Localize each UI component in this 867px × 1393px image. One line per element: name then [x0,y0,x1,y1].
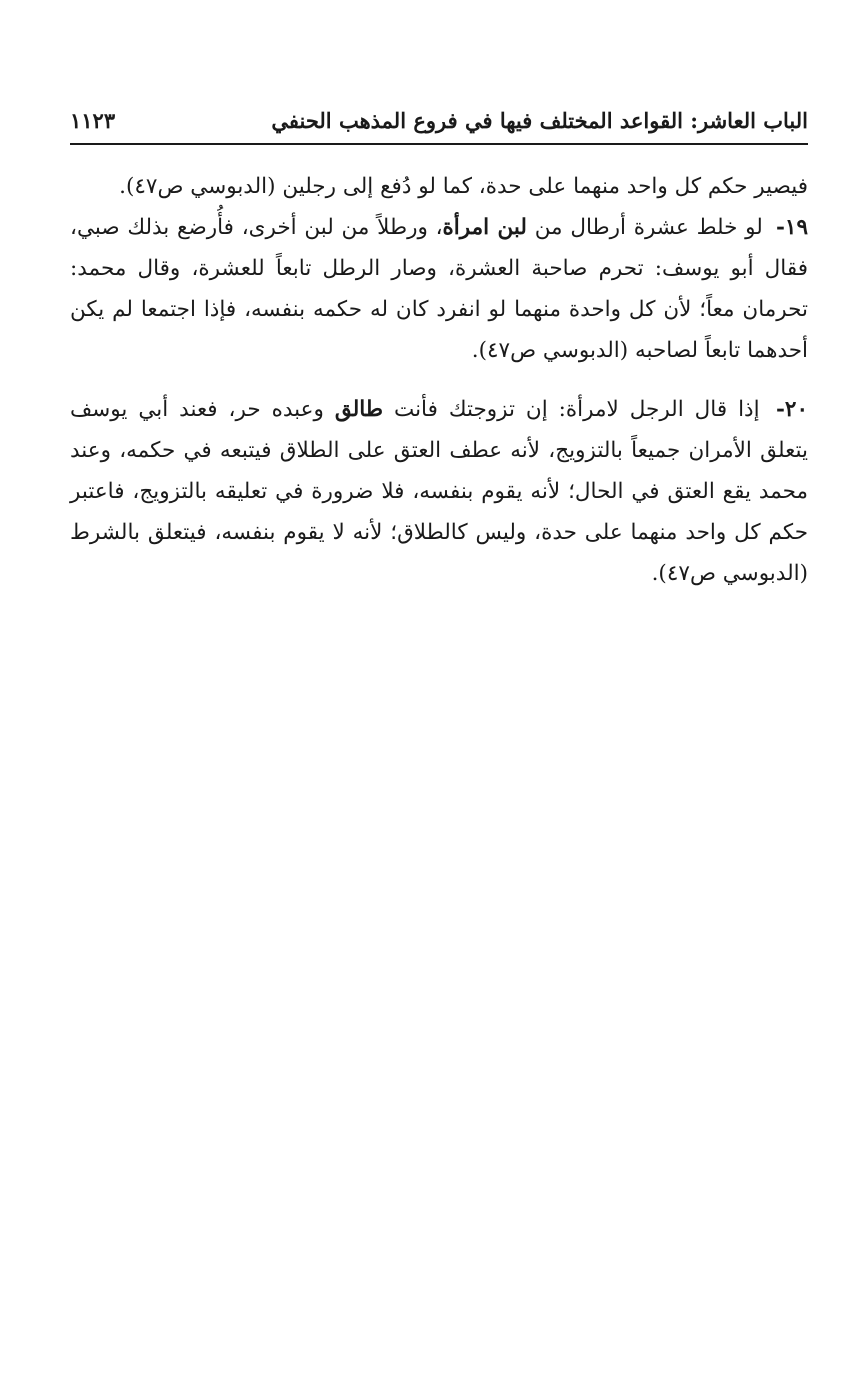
paragraph-text: إذا قال الرجل لامرأة: إن تزوجتك فأنت [393,397,760,422]
header-divider [70,143,808,145]
paragraph-continuation [70,166,808,207]
paragraph-19 [70,207,808,371]
item-number: ٢٠- [775,397,808,422]
item-number: ١٩- [775,215,808,240]
book-page [70,0,808,1393]
page-body [70,166,808,594]
paragraph-20 [70,389,808,594]
emphasis-text: طالق [334,397,383,422]
page-number: ١١٢٣ [70,108,116,133]
paragraph-text: فيصير حكم كل واحد منهما على حدة، كما لو دُفع إلى رجلين (الدبوسي ص٤٧). [119,174,808,199]
paragraph-text: لو خلط عشرة أرطال من [534,215,763,240]
emphasis-text: لبن امرأة [442,215,527,240]
paragraph-text: ، ورطلاً من لبن أخرى، فأُرضع بذلك صبي، فقال أبو يوسف: تحرم صاحبة العشرة، وصار الرطل تابعاً للعشرة، وقال محمد: تحرمان معاً؛ لأن كل واحدة منهما لو انفرد كان له حكمه بنفسه، فإذا اجتمعا لم يكن أحدهما تابعاً لصاحبه (الدبوسي ص٤٧). [70,215,808,363]
chapter-title: الباب العاشر: القواعد المختلف فيها في فروع المذهب الحنفي [271,108,808,133]
running-header [70,104,808,138]
paragraph-text: وعبده حر، فعند أبي يوسف يتعلق الأمران جميعاً بالتزويج، لأنه عطف العتق على الطلاق فيتبعه في حكمه، وعند محمد يقع العتق في الحال؛ لأنه يقوم بنفسه، فلا ضرورة في تعليقه بالتزويج، فاعتبر حكم كل واحد منهما على حدة، وليس كالطلاق؛ لأنه لا يقوم بنفسه، فيتعلق بالشرط (الدبوسي ص٤٧). [70,397,808,586]
